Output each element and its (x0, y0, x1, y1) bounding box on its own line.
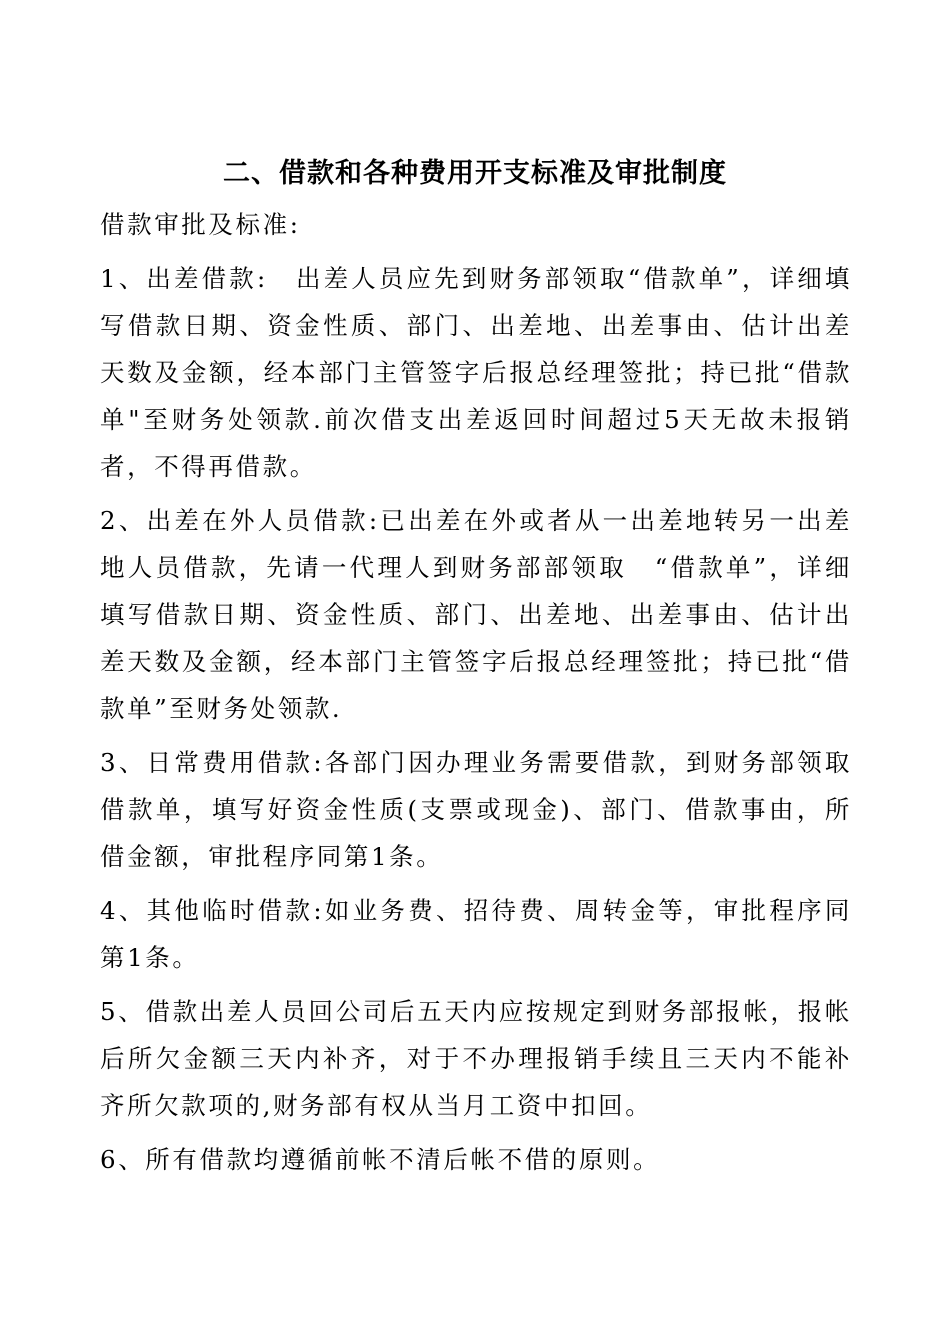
document-title: 二、借款和各种费用开支标准及审批制度 (223, 158, 727, 189)
document-body (100, 201, 852, 1183)
rule-5-reimbursement: 5、借款出差人员回公司后五天内应按规定到财务部报帐，报帐后所欠金额三天内补齐，对于不办理报销手续且三天内不能补齐所欠款项的,财务部有权从当月工资中扣回。 (100, 997, 852, 1120)
rule-6-principle: 6、所有借款均遵循前帐不清后帐不借的原则。 (100, 1145, 661, 1174)
rule-1-travel-loan: 1、出差借款: 出差人员应先到财务部领取“借款单”，详细填写借款日期、资金性质、部门、出差地、出差事由、估计出差天数及金额，经本部门主管签字后报总经理签批；持已批“借款单"至财务处领款.前次借支出差返回时间超过5天无故未报销者，不得再借款。 (100, 264, 852, 481)
rule-2-remote-travel-loan: 2、出差在外人员借款:已出差在外或者从一出差地转另一出差地人员借款，先请一代理人到财务部部领取 “借款单”，详细填写借款日期、资金性质、部门、出差地、出差事由、估计出差天数及金额，经本部门主管签字后报总经理签批；持已批“借款单”至财务处领款. (100, 506, 852, 723)
rule-4-temporary-loan: 4、其他临时借款:如业务费、招待费、周转金等，审批程序同第1条。 (100, 896, 852, 972)
rule-3-daily-expense-loan: 3、日常费用借款:各部门因办理业务需要借款，到财务部领取借款单，填写好资金性质(支票或现金)、部门、借款事由，所借金额，审批程序同第1条。 (100, 748, 852, 871)
section-intro: 借款审批及标准: (100, 210, 301, 239)
